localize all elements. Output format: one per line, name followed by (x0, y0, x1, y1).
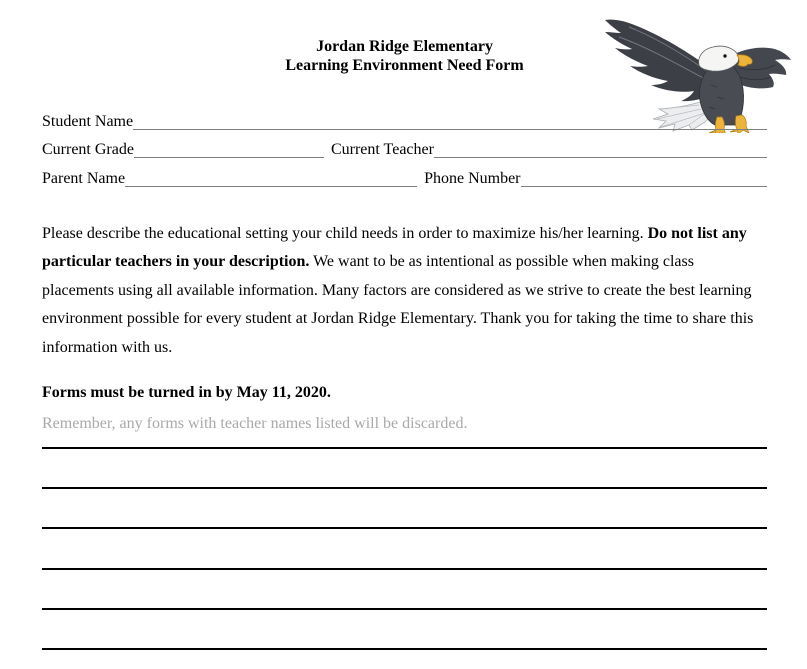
intro-text-before-bold: Please describe the educational setting your child needs in order to maximize his/her learning. (42, 224, 648, 242)
student-name-label: Student Name (42, 112, 134, 130)
grade-teacher-row (42, 132, 767, 161)
form-title-line1: Jordan Ridge Elementary (316, 38, 493, 55)
phone-number-input[interactable] (521, 169, 767, 187)
document-content (42, 0, 767, 669)
deadline-text: Forms must be turned in by May 11, 2020. (42, 384, 331, 401)
parent-name-label: Parent Name (42, 169, 126, 187)
answer-lines-area (42, 447, 767, 669)
answer-line[interactable] (42, 608, 767, 648)
answer-line[interactable] (42, 527, 767, 567)
answer-line[interactable] (42, 648, 767, 669)
reminder-text: Remember, any forms with teacher names listed will be discarded. (42, 415, 468, 432)
answer-line[interactable] (42, 447, 767, 487)
student-name-input[interactable] (133, 112, 767, 130)
form-title-line2: Learning Environment Need Form (285, 57, 524, 74)
intro-paragraph (42, 220, 767, 363)
current-teacher-input[interactable] (434, 140, 767, 158)
answer-line[interactable] (42, 487, 767, 527)
parent-name-input[interactable] (125, 169, 417, 187)
form-title (42, 0, 767, 75)
intro-bold-text: Do not list any particular teachers in your description. (42, 224, 747, 270)
intro-text-after-bold: We want to be as intentional as possible when making class placements using all available information. Many factors are considered as we strive to create the best learning environment possible for every student at Jordan Ridge Elementary. Thank you for taking the time to share this information with us. (42, 253, 754, 356)
parent-phone-row (42, 160, 767, 189)
current-teacher-label: Current Teacher (330, 141, 434, 158)
student-name-row (42, 103, 767, 132)
answer-line[interactable] (42, 568, 767, 608)
student-info-fields (42, 103, 767, 189)
current-grade-label: Current Grade (42, 141, 134, 158)
phone-number-label: Phone Number (424, 169, 521, 187)
current-grade-input[interactable] (134, 140, 324, 158)
